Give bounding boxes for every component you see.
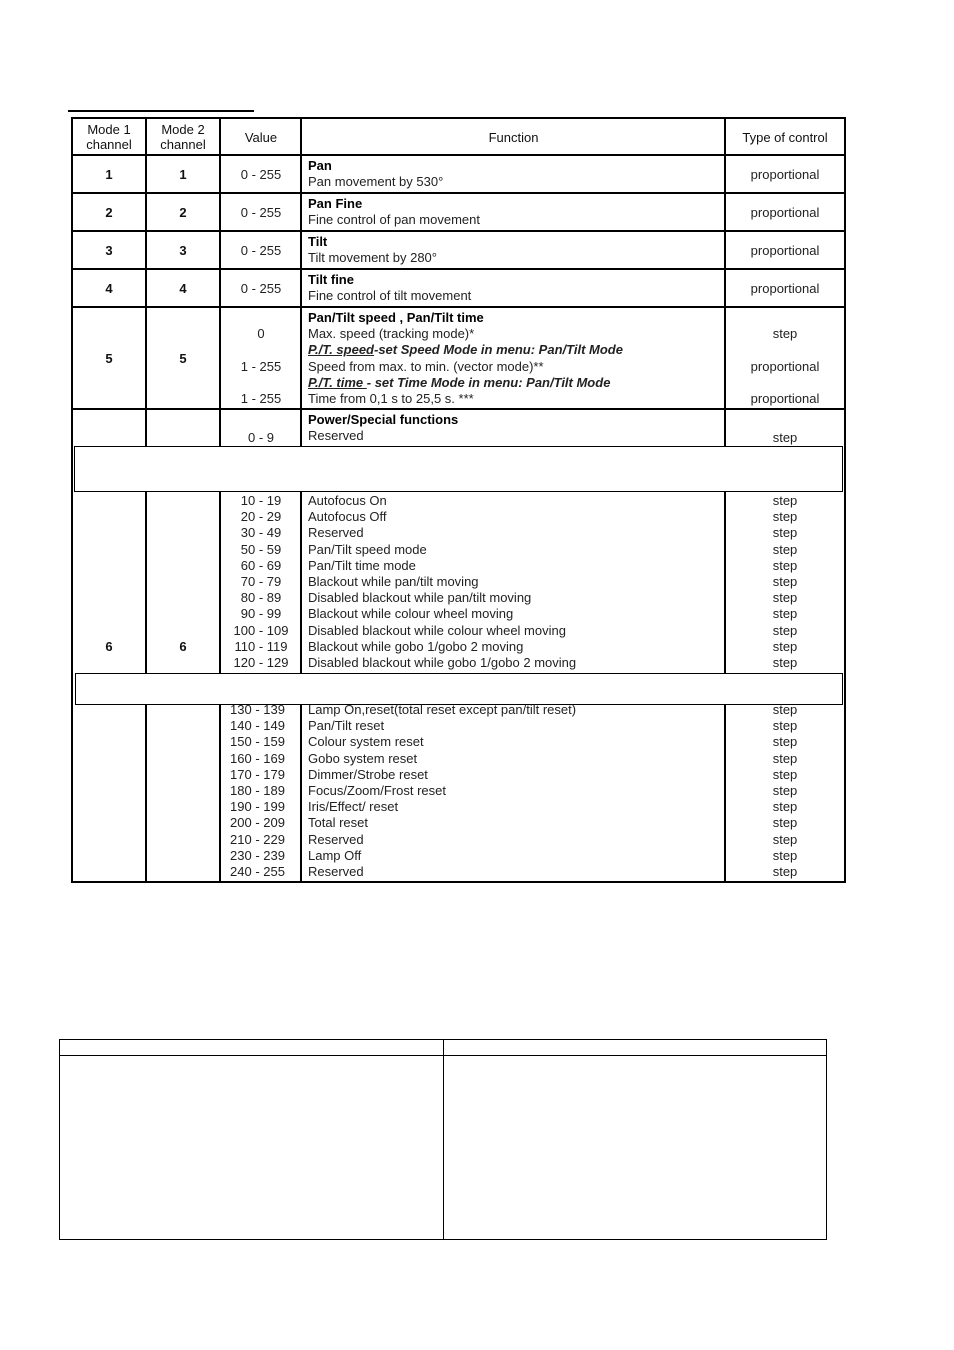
speed-mode-note: P./T. speed-set Speed Mode in menu: Pan/Tilt Mode — [308, 342, 623, 358]
control-type: step — [772, 750, 798, 766]
control-type: step — [772, 766, 798, 782]
function-desc: Lamp On,reset(total reset except pan/tilt reset) — [308, 702, 577, 717]
value-range: 230 - 239 — [230, 847, 285, 863]
row-divider — [71, 268, 846, 270]
function-desc: Pan/Tilt time mode — [308, 557, 416, 573]
control-type: step — [772, 831, 798, 847]
value-range: 0 - 255 — [240, 205, 282, 220]
function-desc: Disabled blackout while colour wheel moving — [308, 622, 566, 638]
mode2-channel: 1 — [179, 167, 187, 182]
value-range-list: 0 1 - 255 1 - 255 — [240, 326, 282, 406]
value-range: 160 - 169 — [230, 750, 285, 766]
function-cell — [302, 196, 722, 228]
value-range: 140 - 149 — [230, 718, 285, 734]
function-cell — [302, 412, 722, 444]
function-desc: Pan/Tilt speed mode — [308, 541, 427, 557]
value-range: 200 - 209 — [230, 815, 285, 831]
function-desc: Disabled blackout while gobo 1/gobo 2 moving — [308, 654, 577, 670]
value-range: 30 - 49 — [240, 525, 282, 541]
control-type: step — [772, 509, 798, 525]
row-divider — [71, 408, 846, 410]
header-type: Type of control — [742, 129, 828, 145]
mode2-channel: 5 — [179, 351, 187, 366]
value-range: 150 - 159 — [230, 734, 285, 750]
value-range: 60 - 69 — [240, 557, 282, 573]
function-desc: Iris/Effect/ reset — [308, 799, 399, 815]
control-type: step — [772, 573, 798, 589]
function-desc: Colour system reset — [308, 734, 424, 750]
mode2-channel: 4 — [179, 281, 187, 296]
control-type: step — [772, 815, 798, 831]
mode2-channel: 3 — [179, 243, 187, 258]
function-desc: Lamp Off — [308, 847, 362, 863]
function-desc: Fine control of tilt movement — [308, 288, 472, 304]
function-desc: Reserved — [308, 863, 364, 879]
control-type: step — [772, 557, 798, 573]
function-desc: Pan movement by 530° — [308, 174, 444, 190]
function-list — [302, 493, 722, 671]
function-desc: Max. speed (tracking mode)* — [308, 326, 475, 342]
value-range: 90 - 99 — [240, 606, 282, 622]
function-desc: Blackout while colour wheel moving — [308, 606, 514, 622]
control-type: step — [772, 590, 798, 606]
value-range: 190 - 199 — [230, 799, 285, 815]
control-type: step — [772, 493, 798, 508]
control-type: step — [772, 541, 798, 557]
value-range: 70 - 79 — [240, 573, 282, 589]
control-type-list — [726, 702, 844, 880]
function-desc: Pan/Tilt reset — [308, 718, 385, 734]
function-cell — [302, 272, 722, 304]
control-type: step — [772, 847, 798, 863]
value-range: 80 - 89 — [240, 590, 282, 606]
value-range: 0 - 255 — [240, 281, 282, 296]
mode1-channel: 4 — [105, 281, 113, 296]
value-range: 180 - 189 — [230, 782, 285, 798]
control-type: step — [772, 606, 798, 622]
control-type: step — [772, 863, 798, 879]
function-desc: Autofocus Off — [308, 509, 387, 525]
control-type: proportional — [750, 281, 820, 296]
value-range: 50 - 59 — [240, 541, 282, 557]
control-type: step — [772, 734, 798, 750]
function-title: Pan/Tilt speed , Pan/Tilt time — [308, 310, 484, 325]
control-type-list — [726, 493, 844, 671]
header-value: Value — [244, 129, 278, 145]
header-function: Function — [488, 129, 539, 145]
section-banner — [74, 446, 843, 492]
control-type: step — [772, 799, 798, 815]
function-title: Pan — [308, 158, 332, 173]
header-mode2: Mode 2 channel — [160, 122, 206, 152]
value-range: 10 - 19 — [240, 493, 282, 508]
control-type: proportional — [750, 205, 820, 220]
mode1-channel: 1 — [105, 167, 113, 182]
function-desc: Reserved — [308, 525, 364, 541]
value-range: 130 - 139 — [230, 702, 285, 717]
control-type: step — [772, 638, 798, 654]
value-range-list — [214, 702, 301, 880]
mode2-channel: 6 — [179, 639, 187, 654]
control-type: step — [772, 654, 798, 670]
function-desc: Autofocus On — [308, 493, 387, 508]
control-type: step — [772, 525, 798, 541]
section-banner — [75, 673, 843, 705]
row-divider — [71, 306, 846, 308]
function-desc: Reserved — [308, 428, 364, 444]
function-desc: Tilt movement by 280° — [308, 250, 437, 266]
header-mode1: Mode 1 channel — [86, 122, 132, 152]
value-range-list — [221, 493, 301, 671]
function-cell — [302, 158, 722, 190]
value-range: 170 - 179 — [230, 766, 285, 782]
control-type: step — [772, 702, 798, 717]
title-underline — [68, 110, 254, 112]
function-title: Tilt — [308, 234, 328, 249]
empty-table-col-line — [443, 1039, 444, 1240]
control-type: proportional — [750, 243, 820, 258]
function-desc: Reserved — [308, 831, 364, 847]
function-desc: Gobo system reset — [308, 750, 418, 766]
function-desc: Disabled blackout while pan/tilt moving — [308, 590, 532, 606]
function-title: Tilt fine — [308, 272, 354, 287]
function-desc: Speed from max. to min. (vector mode)** — [308, 358, 544, 374]
row-divider — [71, 192, 846, 194]
mode1-channel: 2 — [105, 205, 113, 220]
function-desc: Blackout while gobo 1/gobo 2 moving — [308, 638, 524, 654]
value-range: 110 - 119 — [234, 638, 288, 654]
col-divider — [145, 704, 147, 883]
control-type: step — [772, 782, 798, 798]
function-desc: Total reset — [308, 815, 368, 831]
value-range: 20 - 29 — [240, 509, 282, 525]
row-divider — [71, 154, 846, 156]
function-desc: Focus/Zoom/Frost reset — [308, 782, 446, 798]
control-type: step — [772, 718, 798, 734]
function-list — [302, 702, 722, 880]
control-type: step — [772, 622, 798, 638]
function-cell — [302, 234, 722, 266]
value-range: 210 - 229 — [230, 831, 285, 847]
control-type: step — [772, 430, 798, 445]
function-desc: Blackout while pan/tilt moving — [308, 573, 479, 589]
time-mode-note: P./T. time - set Time Mode in menu: Pan/Tilt Mode — [308, 374, 611, 390]
mode2-channel: 2 — [179, 205, 187, 220]
mode1-channel: 5 — [105, 351, 113, 366]
function-desc: Dimmer/Strobe reset — [308, 766, 428, 782]
value-range: 0 - 9 — [247, 430, 274, 445]
function-desc: Time from 0,1 s to 25,5 s. *** — [308, 390, 474, 406]
value-range: 0 - 255 — [240, 167, 282, 182]
function-desc: Fine control of pan movement — [308, 212, 480, 228]
function-title: Power/Special functions — [308, 412, 459, 427]
value-range: 0 - 255 — [240, 243, 282, 258]
function-cell — [302, 310, 722, 407]
function-title: Pan Fine — [308, 196, 363, 211]
control-type: proportional — [750, 167, 820, 182]
row-divider — [71, 230, 846, 232]
mode1-channel: 6 — [105, 639, 113, 654]
value-range: 240 - 255 — [230, 863, 285, 879]
value-range: 100 - 109 — [233, 622, 289, 638]
mode1-channel: 3 — [105, 243, 113, 258]
control-type-list: step proportional proportional — [750, 326, 820, 406]
value-range: 120 - 129 — [233, 654, 289, 670]
